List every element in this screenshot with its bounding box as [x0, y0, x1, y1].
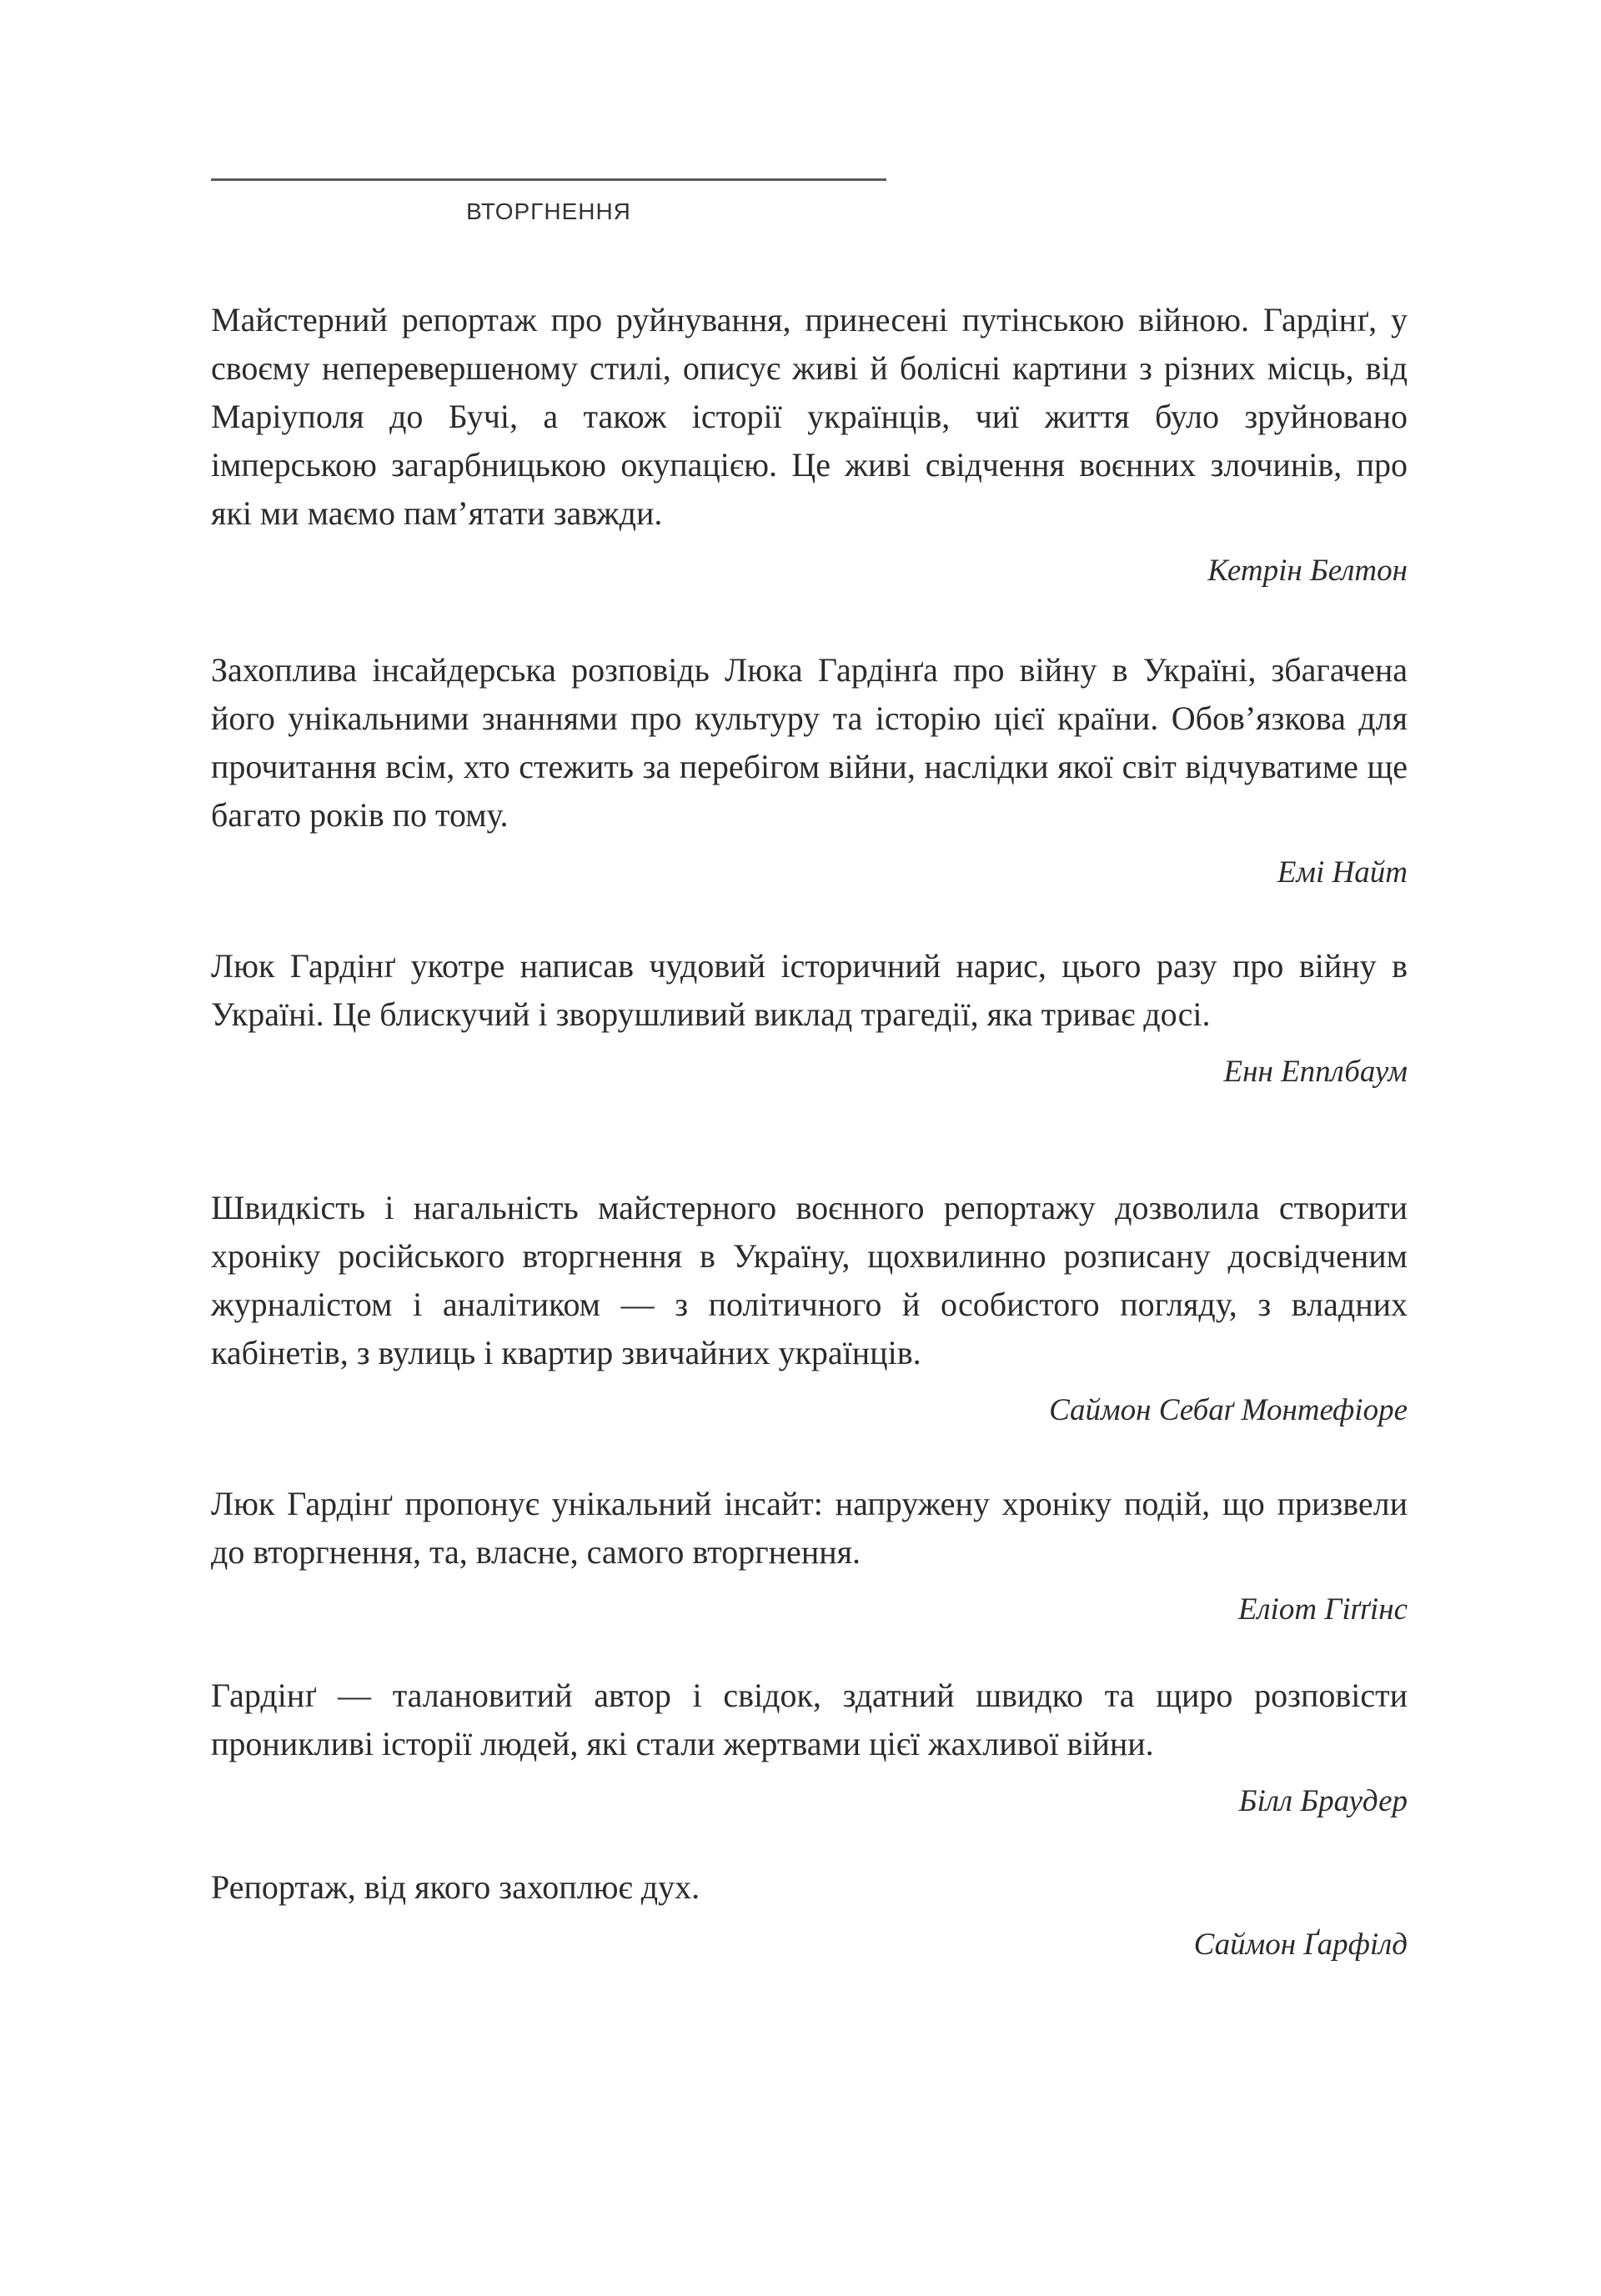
blurb-author: Кетрін Белтон — [1207, 554, 1408, 588]
blurb-author: Емі Найт — [1277, 855, 1408, 890]
blurb-item — [211, 1672, 1408, 1823]
blurb-quote: Люк Гардінґ пропонує унікальний інсайт: напружену хроніку подій, що призвели до вторгнення, та, власне, самого вторгнення. — [211, 1485, 1408, 1571]
blurb-item — [211, 1863, 1408, 1967]
blurb-item — [211, 296, 1408, 593]
blurb-quote: Репортаж, від якого захоплює дух. — [211, 1868, 700, 1906]
blurb-item — [211, 942, 1408, 1094]
blurb-quote: Захоплива інсайдерська розповідь Люка Гардінґа про війну в Україні, збагачена його унікальними знаннями про культуру та історію цієї країни. Обов’язкова для прочитання всім, хто стежить за перебігом війни, наслідки якої світ відчуватиме ще багато років по тому. — [211, 651, 1408, 834]
blurb-item — [211, 1184, 1408, 1432]
running-head-rule — [211, 178, 886, 181]
blurb-author: Саймон Ґарфілд — [1193, 1928, 1408, 1962]
running-head-title: ВТОРГНЕННЯ — [466, 198, 631, 224]
blurb-quote: Люк Гардінґ укотре написав чудовий історичний нарис, цього разу про війну в Україні. Це блискучий і зворушливий виклад трагедії, яка триває досі. — [211, 947, 1408, 1033]
blurb-item — [211, 1480, 1408, 1632]
blurb-quote: Майстерний репортаж про руйнування, принесені путінською війною. Гардінґ, у своєму неперевершеному стилі, описує живі й болісні картини з різних місць, від Маріуполя до Бучі, а також історії українців, чиї життя було зруйновано імперською загарбницькою окупацією. Це живі свідчення воєнних злочинів, про які ми маємо пам’ятати завжди. — [211, 301, 1408, 532]
blurb-author: Еліот Гіґґінс — [1237, 1592, 1408, 1627]
blurb-author: Білл Браудер — [1238, 1784, 1408, 1818]
blurb-author: Енн Епплбаум — [1223, 1055, 1408, 1089]
blurb-quote: Швидкість і нагальність майстерного воєнного репортажу дозволила створити хроніку російського вторгнення в Україну, щохвилинно розписану досвідченим журналістом і аналітиком — з політичного й особистого погляду, з владних кабінетів, з вулиць і квартир звичайних українців. — [211, 1189, 1408, 1371]
blurb-author: Саймон Себаґ Монтефіоре — [1049, 1393, 1408, 1427]
blurb-quote: Гардінґ — талановитий автор і свідок, здатний швидко та щиро розповісти проникливі історії людей, які стали жертвами цієї жахливої війни. — [211, 1677, 1408, 1762]
blurb-item — [211, 646, 1408, 895]
